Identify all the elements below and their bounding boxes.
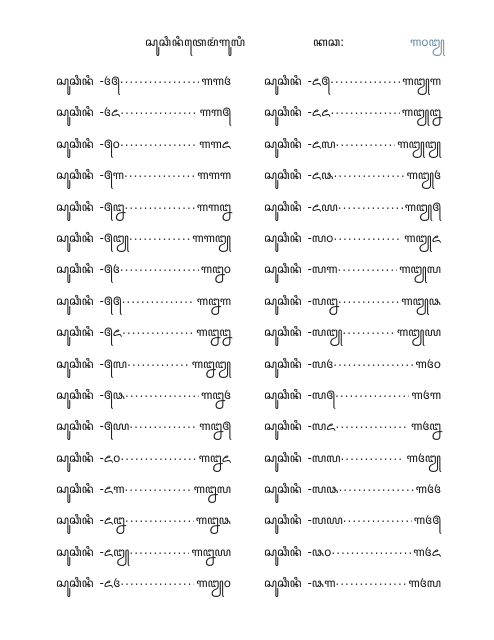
dot-leader — [129, 417, 197, 431]
toc-entry-page: ꧑꧓꧑ — [402, 74, 441, 88]
toc-entry-number: -꧘꧑ — [307, 576, 336, 591]
toc-entry-label: ꦱꦸꦕꦶꦤꦶ — [264, 74, 302, 88]
toc-entry-label: ꦱꦸꦕꦶꦤꦶ — [264, 419, 302, 434]
toc-entry-number: -꧗꧖ — [307, 419, 336, 434]
dot-leader — [342, 323, 395, 337]
toc-entry-number: -꧕꧐ — [99, 136, 120, 151]
toc-entry-label: ꦱꦸꦕꦶꦤꦶ — [56, 482, 94, 497]
toc-entry-page: ꧑꧔꧐ — [415, 356, 441, 371]
toc-entry-number: -꧗꧗ — [307, 450, 341, 465]
toc-entry — [264, 198, 441, 229]
toc-entry — [56, 323, 231, 354]
dot-leader — [340, 449, 404, 463]
toc-entry — [56, 386, 231, 417]
toc-entry-label: ꦱꦸꦕꦶꦤꦶ — [56, 136, 94, 151]
dot-leader — [336, 417, 409, 431]
toc-entry-number: -꧖꧓ — [99, 544, 130, 559]
dot-leader — [338, 480, 413, 494]
toc-entry-page: ꧑꧑꧕ — [199, 105, 231, 120]
toc-entry — [56, 543, 231, 574]
toc-entry — [56, 417, 231, 448]
toc-entry-page: ꧑꧒꧘ — [195, 513, 231, 528]
toc-entry-number: -꧕꧑ — [99, 168, 124, 183]
dot-leader — [120, 72, 200, 86]
toc-entry-number: -꧕꧕ — [99, 293, 122, 308]
toc-entry-page: ꧑꧓꧘ — [401, 293, 441, 308]
toc-entry — [264, 260, 441, 291]
toc-entry — [56, 511, 231, 542]
toc-entry-label: ꦱꦸꦕꦶꦤꦶ — [264, 513, 302, 528]
toc-entry — [56, 355, 231, 386]
toc-entry-number: -꧖꧙ — [307, 199, 338, 214]
dot-leader — [335, 574, 406, 588]
page-title: ꦱꦸꦕꦶꦤꦶꦠꦺꦩꦁꦒꦸꦭꦶ — [145, 35, 246, 49]
toc-entry-number: -꧖꧔ — [99, 576, 121, 591]
dot-leader — [333, 166, 404, 180]
toc-entry — [56, 480, 231, 511]
toc-entry-label: ꦱꦸꦕꦶꦤꦶ — [56, 356, 94, 371]
toc-entry-page: ꧑꧔꧖ — [413, 544, 441, 559]
toc-entry — [264, 135, 441, 166]
toc-entry-label: ꦱꦸꦕꦶꦤꦶ — [56, 513, 94, 528]
dot-leader — [343, 511, 412, 525]
dot-leader — [330, 72, 400, 86]
toc-entry-page: ꧑꧓꧕ — [404, 199, 441, 214]
toc-entry-page: ꧑꧔꧒ — [410, 419, 441, 434]
toc-entry-number: -꧕꧒ — [99, 199, 125, 214]
dot-leader — [120, 135, 197, 149]
toc-entry-number: -꧖꧑ — [99, 482, 125, 497]
toc-entry-label: ꦱꦸꦕꦶꦤꦶ — [264, 136, 302, 151]
toc-entry — [56, 103, 231, 134]
toc-entry-label: ꦱꦸꦕꦶꦤꦶ — [264, 325, 302, 340]
toc-entry-number: -꧗꧔ — [307, 356, 334, 371]
toc-entry-number: -꧗꧒ — [307, 293, 338, 308]
toc-entry — [264, 166, 441, 197]
dot-leader — [333, 229, 402, 243]
toc-entry-label: ꦱꦸꦕꦶꦤꦶ — [264, 356, 302, 371]
dot-leader — [338, 292, 399, 306]
toc-entry-page: ꧑꧓꧐ — [196, 576, 231, 591]
toc-entry-page: ꧑꧒꧕ — [199, 419, 231, 434]
toc-entry-page: ꧑꧒꧒ — [196, 325, 231, 340]
toc-entry-page: ꧑꧓꧒ — [401, 105, 441, 120]
toc-entry — [56, 166, 231, 197]
toc-entry-number: -꧕꧖ — [99, 325, 123, 340]
toc-entry-page: ꧑꧑꧖ — [199, 136, 231, 151]
toc-entry-page: ꧑꧒꧔ — [200, 387, 231, 402]
toc-entry-number: -꧕꧔ — [99, 262, 120, 277]
dot-leader — [120, 574, 194, 588]
toc-entry — [56, 292, 231, 323]
toc-entry-page: ꧑꧔꧔ — [415, 482, 441, 497]
toc-entry-page: ꧑꧒꧓ — [191, 356, 231, 371]
toc-entry — [56, 135, 231, 166]
dot-leader — [337, 260, 397, 274]
toc-entry — [56, 574, 231, 605]
toc-entry-page: ꧑꧒꧑ — [196, 293, 231, 308]
toc-entry-number: -꧖꧗ — [307, 136, 336, 151]
toc-entry-page: ꧑꧒꧐ — [200, 262, 231, 277]
dot-leader — [120, 260, 199, 274]
toc-entry-label: ꦱꦸꦕꦶꦤꦶ — [56, 168, 94, 183]
dot-leader — [124, 198, 194, 212]
toc-entry-number: -꧕꧗ — [99, 356, 128, 371]
toc-entry — [56, 229, 231, 260]
toc-entry-label: ꦱꦸꦕꦶꦤꦶ — [264, 576, 302, 591]
toc-entry-page: ꧑꧔꧑ — [411, 387, 441, 402]
toc-entry-label: ꦱꦸꦕꦶꦤꦶ — [56, 544, 94, 559]
toc-entry-number: -꧗꧑ — [307, 262, 338, 277]
toc-entry — [56, 260, 231, 291]
toc-column-right — [264, 72, 441, 606]
toc-entry-page: ꧑꧓꧙ — [396, 325, 441, 340]
toc-entry-number: -꧕꧘ — [99, 387, 125, 402]
dot-leader — [120, 103, 197, 117]
dot-leader — [331, 543, 411, 557]
toc-entry-label: ꦱꦸꦕꦶꦤꦶ — [56, 199, 94, 214]
toc-entry — [264, 511, 441, 542]
toc-entry-label: ꦱꦸꦕꦶꦤꦶ — [264, 199, 302, 214]
toc-entry-label: ꦱꦸꦕꦶꦤꦶ — [264, 168, 302, 183]
dot-leader — [124, 480, 191, 494]
toc-entry — [264, 386, 441, 417]
toc-entry-number: -꧗꧕ — [307, 387, 336, 402]
toc-entry-page: ꧑꧔꧕ — [413, 513, 441, 528]
toc-entry-page: ꧑꧒꧗ — [193, 482, 231, 497]
toc-entry-label: ꦱꦸꦕꦶꦤꦶ — [264, 482, 302, 497]
toc-entry-page: ꧑꧑꧑ — [197, 168, 231, 183]
toc-entry-number: -꧗꧐ — [307, 230, 334, 245]
dot-leader — [125, 511, 194, 525]
toc-entry-label: ꦱꦸꦕꦶꦤꦶ — [264, 293, 302, 308]
toc-entry-label: ꦱꦸꦕꦶꦤꦶ — [264, 105, 302, 120]
toc-entry-number: -꧗꧓ — [307, 325, 343, 340]
toc-entry — [264, 480, 441, 511]
toc-entry-page: ꧑꧒꧖ — [198, 450, 231, 465]
toc-entry-page: ꧑꧓꧗ — [399, 262, 441, 277]
dot-leader — [120, 449, 196, 463]
toc-entry — [264, 292, 441, 323]
page-label: ꦏꦕ: — [313, 35, 345, 49]
toc-entry-page: ꧑꧑꧔ — [201, 74, 231, 88]
dot-leader — [335, 386, 409, 400]
toc-entry-number: -꧘꧐ — [307, 544, 332, 559]
dot-leader — [333, 355, 413, 369]
toc-entry-label: ꦱꦸꦕꦶꦤꦶ — [56, 74, 94, 88]
toc-entry-number: -꧔꧕ — [99, 74, 120, 88]
toc-entry-page: ꧑꧓꧖ — [404, 230, 441, 245]
dot-leader — [124, 166, 195, 180]
toc-entry-label: ꦱꦸꦕꦶꦤꦶ — [56, 576, 94, 591]
dot-leader — [122, 323, 194, 337]
toc-entry-number: -꧔꧖ — [99, 105, 121, 120]
toc-entry-label: ꦱꦸꦕꦶꦤꦶ — [56, 105, 94, 120]
toc-entry-label: ꦱꦸꦕꦶꦤꦶ — [56, 419, 94, 434]
toc-entry-number: -꧖꧒ — [99, 513, 125, 528]
toc-entry — [264, 543, 441, 574]
toc-entry — [56, 72, 231, 103]
toc-entry-label: ꦱꦸꦕꦶꦤꦶ — [56, 325, 94, 340]
dot-leader — [129, 543, 189, 557]
dot-leader — [122, 292, 195, 306]
toc-entry-page: ꧑꧓꧓ — [397, 136, 441, 151]
toc-entry-label: ꦱꦸꦕꦶꦤꦶ — [56, 293, 94, 308]
toc-entry-number: -꧕꧙ — [99, 419, 130, 434]
toc-entry-number: -꧗꧙ — [307, 513, 343, 528]
toc-entry — [264, 417, 441, 448]
dot-leader — [338, 198, 403, 212]
dot-leader — [129, 229, 190, 243]
toc-column-left — [56, 72, 231, 606]
toc-entry-label: ꦱꦸꦕꦶꦤꦶ — [56, 262, 94, 277]
toc-entry-page: ꧑꧔꧓ — [406, 450, 441, 465]
toc-entry-number: -꧖꧘ — [307, 168, 334, 183]
page-number: ꧑꧐꧓ — [410, 35, 445, 49]
toc-entry — [264, 103, 441, 134]
toc-entry — [264, 355, 441, 386]
toc-entry-label: ꦱꦸꦕꦶꦤꦶ — [264, 544, 302, 559]
toc-entry-label: ꦱꦸꦕꦶꦤꦶ — [56, 387, 94, 402]
toc-entry-label: ꦱꦸꦕꦶꦤꦶ — [56, 230, 94, 245]
toc-entry-page: ꧑꧑꧒ — [196, 199, 231, 214]
toc-entry-label: ꦱꦸꦕꦶꦤꦶ — [56, 450, 94, 465]
toc-entry — [264, 449, 441, 480]
dot-leader — [125, 386, 199, 400]
toc-entry-label: ꦱꦸꦕꦶꦤꦶ — [264, 230, 302, 245]
toc-entry-page: ꧑꧒꧙ — [191, 544, 231, 559]
toc-entry — [264, 574, 441, 605]
toc-entry-number: -꧖꧖ — [307, 105, 331, 120]
toc-entry-label: ꦱꦸꦕꦶꦤꦶ — [264, 262, 302, 277]
toc-entry-number: -꧖꧐ — [99, 450, 121, 465]
toc-entry-number: -꧗꧘ — [307, 482, 339, 497]
dot-leader — [336, 135, 396, 149]
toc-entry — [264, 72, 441, 103]
toc-entry — [264, 229, 441, 260]
toc-entry — [264, 323, 441, 354]
toc-entry — [56, 198, 231, 229]
dot-leader — [331, 103, 400, 117]
toc-entry-number: -꧕꧓ — [99, 230, 129, 245]
toc-entry-page: ꧑꧓꧔ — [406, 168, 441, 183]
toc-entry-label: ꦱꦸꦕꦶꦤꦶ — [264, 450, 302, 465]
toc-entry-number: -꧖꧕ — [307, 74, 331, 88]
toc-entry-page: ꧑꧑꧓ — [192, 230, 231, 245]
toc-entry-page: ꧑꧔꧗ — [408, 576, 441, 591]
page-header — [0, 33, 494, 55]
toc-entry — [56, 449, 231, 480]
dot-leader — [127, 355, 190, 369]
toc-entry-label: ꦱꦸꦕꦶꦤꦶ — [264, 387, 302, 402]
